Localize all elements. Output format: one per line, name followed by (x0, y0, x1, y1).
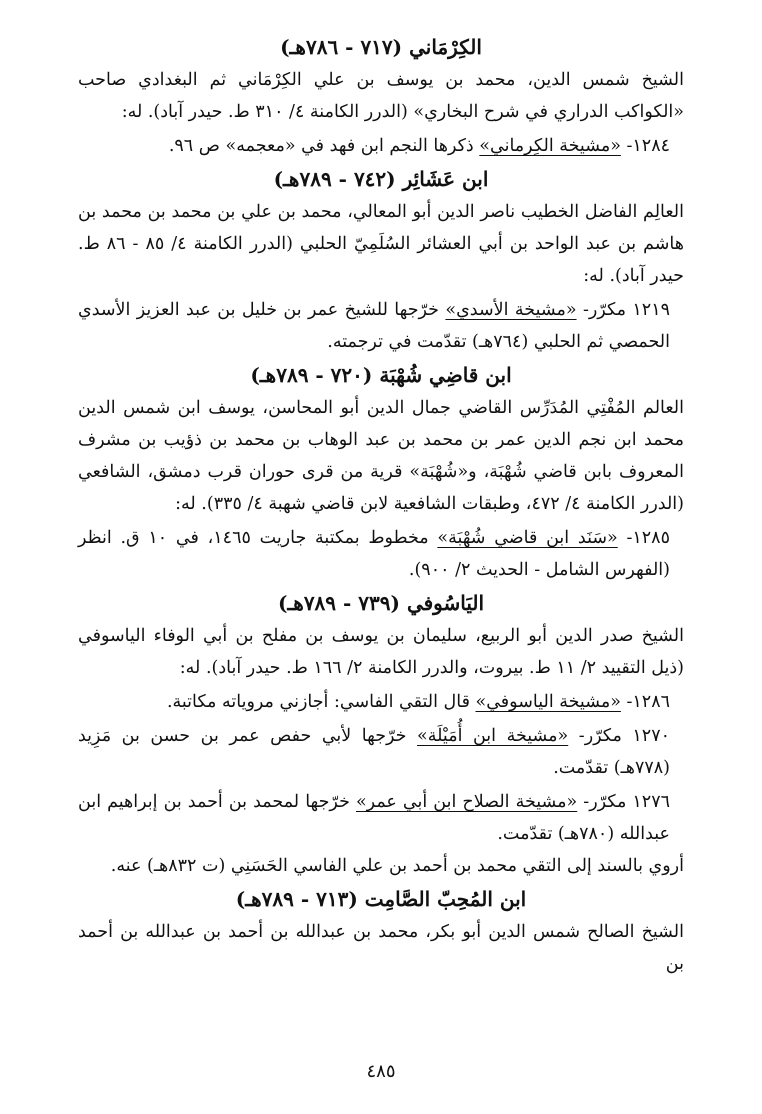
bibliography-entry (78, 130, 684, 162)
entry-number: ١٢٨٥- (617, 528, 670, 548)
biography-section (78, 882, 684, 980)
section-heading (78, 30, 684, 64)
entry-title: «مشيخة الكِرماني» (479, 136, 621, 156)
scholar-dates: (٧١٣ - ٧٨٩هـ) (235, 887, 358, 911)
biography-section (78, 358, 684, 586)
bibliography-entry (78, 686, 684, 718)
biography-section (78, 30, 684, 162)
entry-title: «مشيخة الياسوفي» (475, 692, 621, 712)
entry-text: خرّجها للشيخ عمر بن خليل بن عبد العزيز الأسدي الحمصي ثم الحلبي (٧٦٤هـ) تقدّمت في ترجمته. (78, 300, 670, 352)
biography-text: الشيخ شمس الدين، محمد بن يوسف بن علي الكِرْمَاني ثم البغدادي صاحب «الكواكب الدراري في شرح البخاري» (الدرر الكامنة ٤/ ٣١٠ ط. حيدر آباد). له: (78, 70, 684, 122)
entry-text: خرّجها لأبي حفص عمر بن حسن بن مَزِيد (٧٧٨هـ) تقدّمت. (78, 726, 670, 778)
section-heading (78, 586, 684, 620)
chain-note: أروي بالسند إلى التقي محمد بن أحمد بن علي الفاسي الحَسَنِي (ت ٨٣٢هـ) عنه. (110, 856, 684, 876)
page-number: ٤٨٥ (366, 1061, 396, 1082)
entry-number: ١٢٨٤- (620, 136, 670, 156)
entry-number: ١٢٨٦- (620, 692, 670, 712)
entry-number: ١٢٧٠ مكرّر- (568, 726, 670, 746)
entry-text: قال التقي الفاسي: أجازني مروياته مكاتبة. (166, 692, 476, 712)
entry-text: خرّجها لمحمد بن أحمد بن إبراهيم ابن عبدالله (٧٨٠هـ) تقدّمت. (78, 792, 670, 844)
scholar-dates: (٧٢٠ - ٧٨٩هـ) (250, 363, 373, 387)
bibliography-entry (78, 294, 684, 358)
section-heading (78, 162, 684, 196)
bibliography-entry (78, 522, 684, 586)
entry-number: ١٢١٩ مكرّر- (576, 300, 670, 320)
entry-title: «سَنَد ابن قاضي شُهْبَة» (437, 528, 618, 548)
scholar-name: الكِرْمَاني (409, 35, 482, 59)
biography-text: الشيخ صدر الدين أبو الربيع، سليمان بن يوسف بن مفلح بن أبي الوفاء الياسوفي (ذيل التقييد ٢/ ١١ ط. بيروت، والدرر الكامنة ٢/ ١٦٦ ط. حيدر آباد). له: (78, 626, 684, 678)
biography-section (78, 586, 684, 882)
scholar-dates: (٧١٧ - ٧٨٦هـ) (280, 35, 403, 59)
bibliography-entry (78, 786, 684, 850)
scholar-dates: (٧٣٩ - ٧٨٩هـ) (277, 591, 400, 615)
biography-text: العالِم الفاضل الخطيب ناصر الدين أبو المعالي، محمد بن علي بن محمد بن محمد بن هاشم بن عبد الواحد بن أبي العشائر السُلَمِيّ الحلبي (الدرر الكامنة ٤/ ٨٥ - ٨٦ ط. حيدر آباد). له: (78, 202, 684, 286)
biography-section (78, 162, 684, 358)
entry-title: «مشيخة ابن أُمَيْلَة» (417, 726, 569, 746)
scholar-name: ابن المُحِبّ الصَّامِت (364, 887, 527, 911)
scholar-dates: (٧٤٢ - ٧٨٩هـ) (273, 167, 396, 191)
scholar-name: اليَاسُوفي (406, 591, 485, 615)
section-heading (78, 358, 684, 392)
biography-text: العالم المُفْتِي المُدَرِّس القاضي جمال الدين أبو المحاسن، يوسف ابن شمس الدين محمد ابن نجم الدين عمر بن محمد بن عبد الوهاب بن محمد بن ذؤيب بن مشرف المعروف بابن قاضي شُهْبَة، و«شُهْبَة» قرية من قرى حوران قرب دمشق، الشافعي (الدرر الكامنة ٤/ ٤٧٢، وطبقات الشافعية لابن قاضي شهبة ٤/ ٣٣٥). له: (78, 398, 684, 514)
entry-text: ذكرها النجم ابن فهد في «معجمه» ص ٩٦. (168, 136, 480, 156)
entry-number: ١٢٧٦ مكرّر- (577, 792, 671, 812)
bibliography-entry (78, 720, 684, 784)
entry-title: «مشيخة الأسدي» (445, 300, 577, 320)
entry-text: مخطوط بمكتبة جاريت ١٤٦٥، في ١٠ ق. انظر (الفهرس الشامل - الحديث ٢/ ٩٠٠). (78, 528, 670, 580)
entry-title: «مشيخة الصلاح ابن أبي عمر» (355, 792, 578, 812)
biography-text: الشيخ الصالح شمس الدين أبو بكر، محمد بن عبدالله بن أحمد بن عبدالله بن أحمد بن (78, 922, 684, 974)
scholar-name: ابن قاضِي شُهْبَة (379, 363, 512, 387)
section-heading (78, 882, 684, 916)
scholar-name: ابن عَشَائِر (402, 167, 489, 191)
